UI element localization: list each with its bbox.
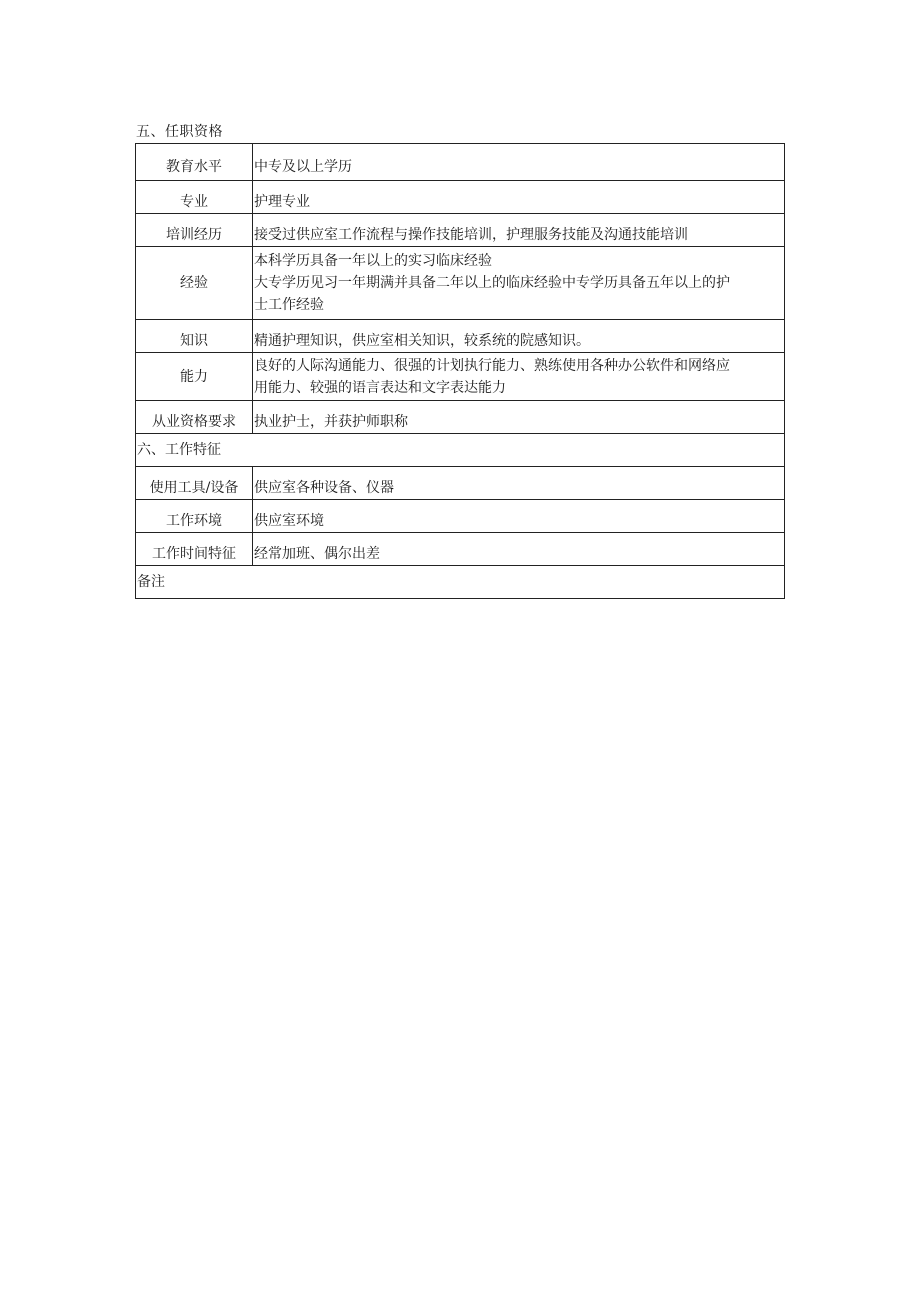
experience-line-2: 大专学历见习一年期满并具备二年以上的临床经验中专学历具备五年以上的护 [254, 275, 730, 291]
row-label-training: 培训经历 [136, 214, 253, 247]
row-value-ability [253, 353, 785, 401]
table-row [136, 401, 785, 434]
row-label-certification: 从业资格要求 [136, 401, 253, 434]
row-label-major: 专业 [136, 181, 253, 214]
table-row [136, 467, 785, 500]
row-value-environment: 供应室环境 [253, 500, 785, 533]
row-value-certification: 执业护士，并获护师职称 [253, 401, 785, 434]
table-row [136, 353, 785, 401]
table-row [136, 247, 785, 320]
ability-line-1: 良好的人际沟通能力、很强的计划执行能力、熟练使用各种办公软件和网络应 [254, 357, 730, 374]
remarks-label: 备注 [136, 566, 785, 599]
ability-line-2: 用能力、较强的语言表达和文字表达能力 [254, 379, 506, 396]
row-label-environment: 工作环境 [136, 500, 253, 533]
row-label-ability: 能力 [136, 353, 253, 401]
row-label-experience: 经验 [136, 247, 253, 320]
row-label-education: 教育水平 [136, 144, 253, 181]
table-row [136, 214, 785, 247]
row-label-work-hours: 工作时间特征 [136, 533, 253, 566]
row-label-tools: 使用工具/设备 [136, 467, 253, 500]
table-row [136, 566, 785, 599]
row-value-training: 接受过供应室工作流程与操作技能培训，护理服务技能及沟通技能培训 [253, 214, 785, 247]
row-value-experience [253, 247, 785, 320]
row-value-work-hours: 经常加班、偶尔出差 [253, 533, 785, 566]
table-row [136, 144, 785, 181]
table-row [136, 533, 785, 566]
job-description-table [135, 143, 785, 599]
table-row [136, 181, 785, 214]
row-value-major: 护理专业 [253, 181, 785, 214]
section-heading-job-characteristics: 六、工作特征 [136, 434, 785, 467]
table-row [136, 320, 785, 353]
row-value-tools: 供应室各种设备、仪器 [253, 467, 785, 500]
experience-line-3: 士工作经验 [254, 297, 324, 313]
row-value-knowledge: 精通护理知识，供应室相关知识，较系统的院感知识。 [253, 320, 785, 353]
table-row [136, 434, 785, 467]
table-row [136, 500, 785, 533]
experience-line-1: 本科学历具备一年以上的实习临床经验 [254, 253, 492, 269]
section-heading-qualifications: 五、任职资格 [136, 124, 223, 140]
row-value-education: 中专及以上学历 [253, 144, 785, 181]
row-label-knowledge: 知识 [136, 320, 253, 353]
